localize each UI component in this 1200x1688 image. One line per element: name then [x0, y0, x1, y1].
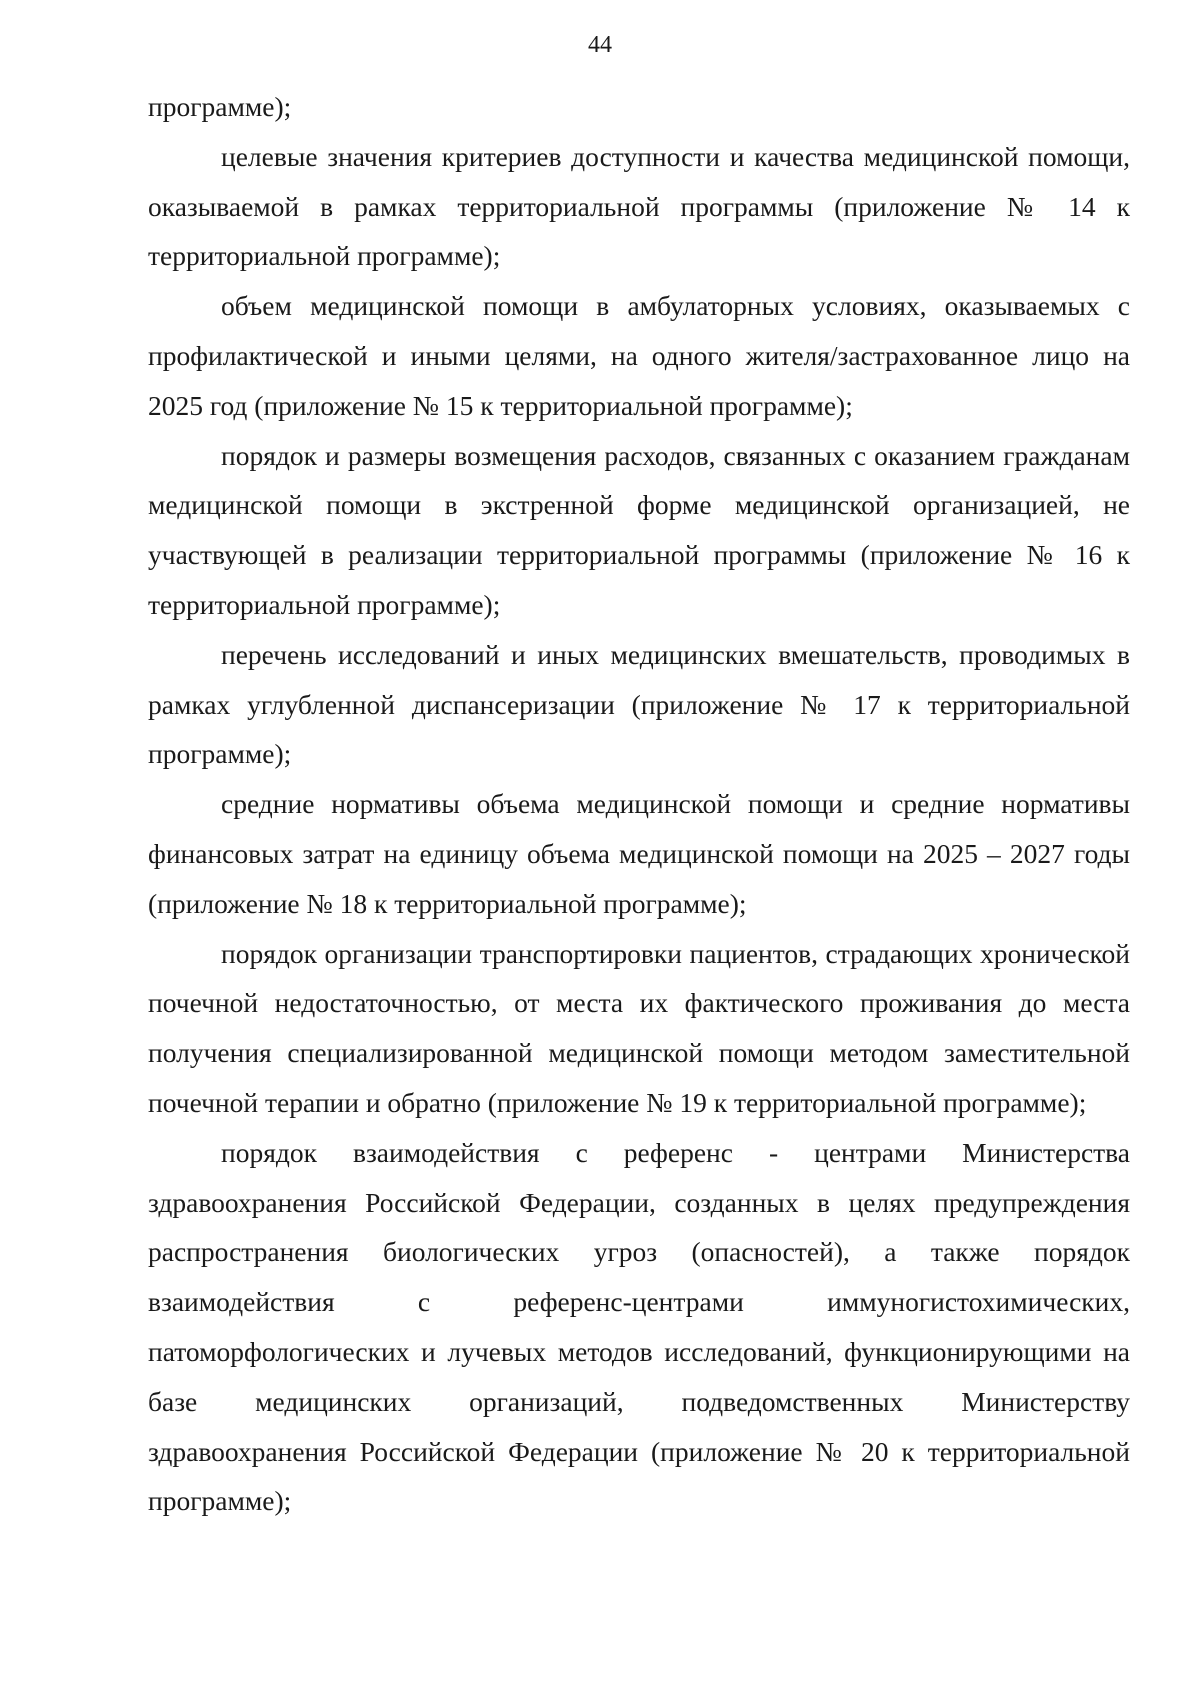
paragraph-continuation: программе); — [148, 91, 292, 122]
paragraph-average-standards: средние нормативы объема медицинской помощи и средние нормативы финансовых затрат на единицу объема медицинской помощи на 2025 – 2027 годы (приложение № 18 к территориальной программе); — [148, 788, 1130, 919]
paragraph-target-criteria: целевые значения критериев доступности и качества медицинской помощи, оказываемой в рамках территориальной программы (приложение № 14 к территориальной программе); — [148, 140, 1130, 272]
paragraph-in-depth-screening: перечень исследований и иных медицинских вмешательств, проводимых в рамках углубленной диспансеризации (приложение № 17 к территориальной программе); — [148, 638, 1130, 770]
paragraph-outpatient-volume: объем медицинской помощи в амбулаторных условиях, оказываемых с профилактической и иными целями, на одного жителя/застрахованное лицо на 2025 год (приложение № 15 к территориальной программе); — [148, 290, 1130, 421]
paragraph-dialysis-transport: порядок организации транспортировки пациентов, страдающих хронической почечной недостаточностью, от места их фактического проживания до места получения специализированной медицинской помощи методом заместительной почечной терапии и обратно (приложение № 19 к территориальной программе); — [148, 937, 1130, 1118]
document-body — [148, 82, 1130, 1526]
paragraph-emergency-reimbursement: порядок и размеры возмещения расходов, связанных с оказанием гражданам медицинской помощи в экстренной форме медицинской организацией, не участвующей в реализации территориальной программы (приложение № 16 к территориальной программе); — [148, 439, 1130, 620]
paragraph-reference-centers: порядок взаимодействия с референс - центрами Министерства здравоохранения Российской Федерации, созданных в целях предупреждения распространения биологических угроз (опасностей), а также порядок взаимодействия с референс-центрами иммуногистохимических, патоморфологических и лучевых методов исследований, функционирующими на базе медицинских организаций, подведомственных Министерству здравоохранения Российской Федерации (приложение № 20 к территориальной программе); — [148, 1136, 1130, 1517]
page-number: 44 — [588, 32, 612, 58]
